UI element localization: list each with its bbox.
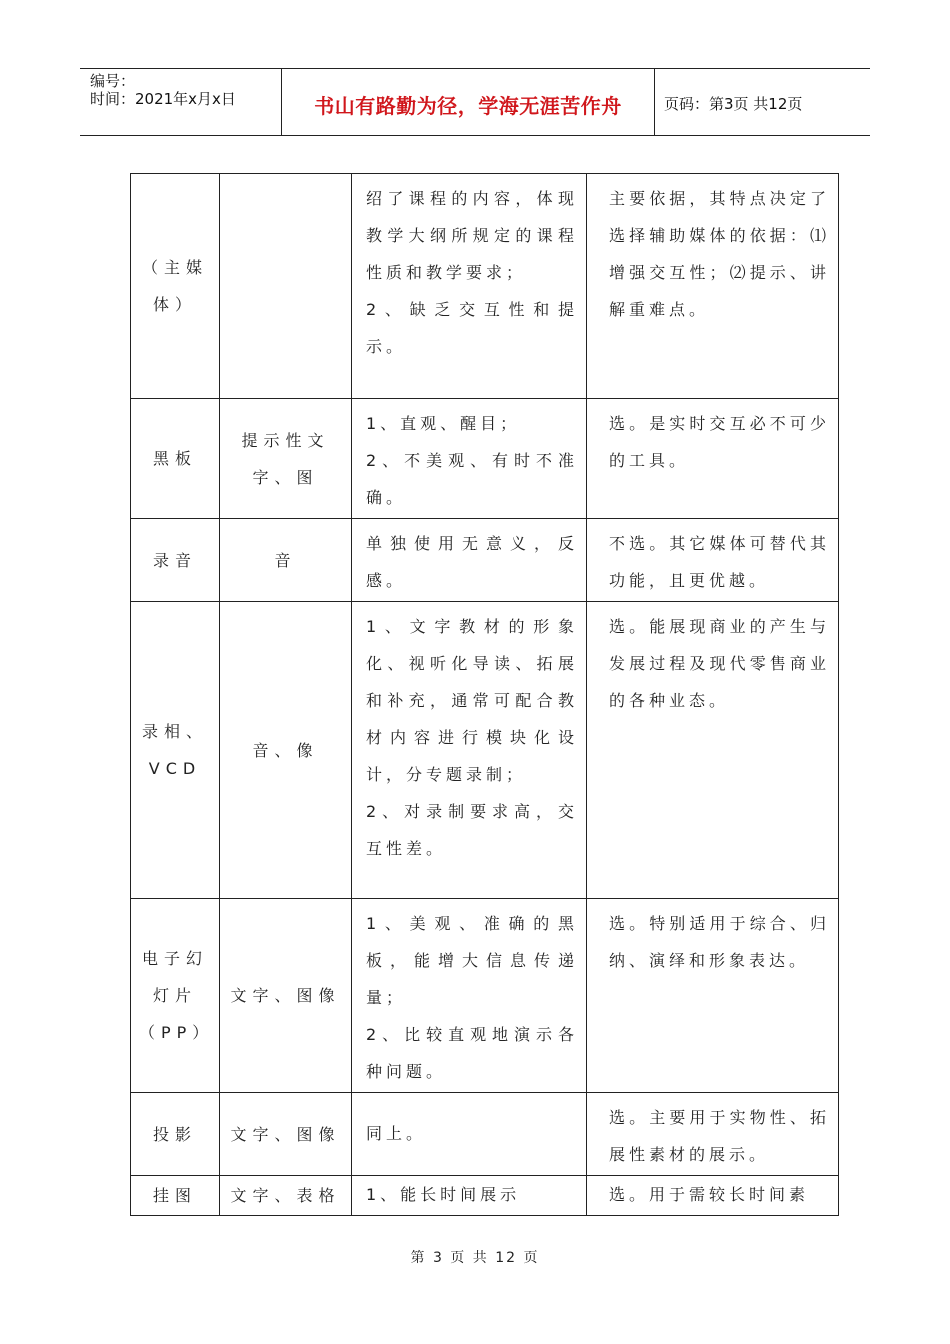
media-name: 挂图 [152,1186,197,1205]
feature-line: 同上。 [366,1123,427,1143]
header-page-code: 页码：第3页 共12页 [664,95,803,113]
media-name-cell [131,899,220,1093]
table-row [131,519,839,602]
selection-reason-cell [587,519,839,602]
media-content: 音、像 [252,740,319,760]
selection-reason-cell [587,174,839,399]
media-content: 文字、表格 [230,1186,341,1205]
feature-line: 2、比较直观地演示各种问题。 [366,1025,578,1081]
media-content: 文字、图像 [230,1124,341,1144]
feature-line: 单独使用无意义，反感。 [366,534,578,590]
selection-reason-cell [587,602,839,899]
selection-reason: 选。是实时交互必不可少的工具。 [609,414,830,470]
header-divider [654,68,655,135]
feature-line: 绍了课程的内容，体现教学大纲所规定的课程性质和教学要求； [366,189,578,282]
media-name: 黑板 [152,449,197,468]
table-row [131,899,839,1093]
feature-line: 1、美观、准确的黑板，能增大信息传递量； [366,914,578,1007]
selection-reason: 选。特别适用于综合、归纳、演绎和形象表达。 [609,914,830,970]
media-name: 录音 [152,550,197,570]
media-name-cell [131,1093,220,1176]
table-row [131,1093,839,1176]
selection-reason: 选。能展现商业的产生与发展过程及现代零售商业的各种业态。 [609,617,830,710]
media-name: （主媒体） [141,258,208,314]
media-name: 电子幻灯片（PP） [139,949,215,1042]
table-row [131,1176,839,1216]
media-content-cell [220,602,352,899]
feature-line: 1、能长时间展示 [366,1185,521,1204]
feature-line: 1、文字教材的形象化、视听化导读、拓展和补充，通常可配合教材内容进行模块化设计，分专题录制； [366,617,578,784]
feature-line: 2、缺乏交互性和提示。 [366,300,578,356]
selection-reason-cell [587,1176,839,1216]
media-features-cell [352,1093,587,1176]
selection-reason-cell [587,899,839,1093]
media-name-cell [131,1176,220,1216]
feature-line: 1、直观、醒目； [366,414,521,433]
feature-line: 2、不美观、有时不准确。 [366,451,578,507]
media-features-cell [352,399,587,519]
table-row [131,602,839,899]
table-row [131,399,839,519]
header-meta [90,72,236,108]
media-features-cell [352,602,587,899]
media-content: 音 [274,550,297,570]
media-content: 文字、图像 [230,986,341,1005]
media-content-cell [220,1093,352,1176]
media-selection-table [130,173,839,1216]
feature-line: 2、对录制要求高，交互性差。 [366,802,578,858]
selection-reason-cell [587,1093,839,1176]
media-name-cell [131,602,220,899]
media-features-cell [352,1176,587,1216]
header-top-rule [80,68,870,69]
media-name-cell [131,519,220,602]
document-date: 时间：2021年x月x日 [90,90,236,108]
media-features-cell [352,519,587,602]
page-footer: 第 3 页 共 12 页 [410,1250,540,1266]
media-content-cell [220,399,352,519]
table-row [131,174,839,399]
selection-reason: 选。用于需较长时间素 [609,1185,810,1204]
document-number: 编号： [90,72,136,90]
selection-reason: 不选。其它媒体可替代其功能，且更优越。 [609,534,830,590]
selection-reason: 主要依据，其特点决定了选择辅助媒体的依据：⑴增强交互性；⑵提示、讲解重难点。 [609,189,830,319]
media-name-cell [131,174,220,399]
media-content-cell [220,1176,352,1216]
media-name-cell [131,399,220,519]
header-motto: 书山有路勤为径，学海无涯苦作舟 [314,94,622,118]
media-name: 投影 [152,1124,197,1144]
selection-reason-cell [587,399,839,519]
media-content-cell [220,519,352,602]
media-content-cell [220,174,352,399]
media-features-cell [352,174,587,399]
media-name: 录相、VCD [141,722,208,778]
media-content-cell [220,899,352,1093]
selection-reason: 选。主要用于实物性、拓展性素材的展示。 [609,1108,830,1164]
media-features-cell [352,899,587,1093]
header-bottom-rule [80,135,870,136]
media-content: 提示性文字、图 [241,430,330,487]
